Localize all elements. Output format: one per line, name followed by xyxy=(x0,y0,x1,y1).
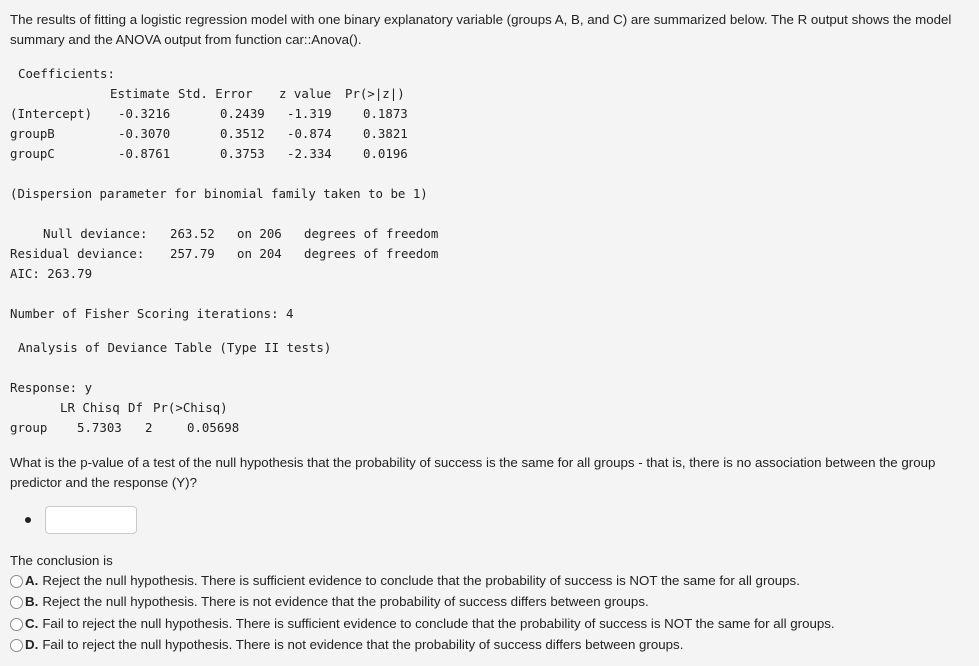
coef-p: 0.0196 xyxy=(363,146,408,161)
null-deviance-value: 263.52 xyxy=(170,226,215,241)
anova-header-df: Df xyxy=(128,400,143,415)
anova-header-chisq: LR Chisq xyxy=(60,400,120,415)
option-a[interactable] xyxy=(10,571,800,591)
residual-deviance-on: on 204 xyxy=(237,246,282,261)
coef-header-z: z value xyxy=(279,86,332,101)
option-c[interactable] xyxy=(10,614,835,634)
coef-term: (Intercept) xyxy=(10,106,93,121)
option-letter: D. xyxy=(25,637,39,652)
anova-p: 0.05698 xyxy=(187,420,240,435)
coef-se: 0.3512 xyxy=(220,126,265,141)
dispersion-text: (Dispersion parameter for binomial family taken to be 1) xyxy=(10,186,428,201)
option-d[interactable] xyxy=(10,635,683,655)
option-letter: B. xyxy=(25,594,39,609)
option-text: Fail to reject the null hypothesis. There is sufficient evidence to conclude that the probability of success is NOT the same for all groups. xyxy=(42,616,835,631)
option-letter: C. xyxy=(25,616,39,631)
question-text: What is the p-value of a test of the null hypothesis that the probability of success is the same for all groups - that is, there is no association between the group predictor and the response (Y)? xyxy=(10,455,936,490)
coef-term: groupB xyxy=(10,126,55,141)
coef-z: -2.334 xyxy=(287,146,332,161)
coef-z: -1.319 xyxy=(287,106,332,121)
anova-chisq: 5.7303 xyxy=(77,420,122,435)
pvalue-answer-input[interactable] xyxy=(45,506,137,534)
aic-text: AIC: 263.79 xyxy=(10,266,93,281)
radio-b[interactable] xyxy=(10,596,23,609)
null-deviance-on: on 206 xyxy=(237,226,282,241)
coef-title: Coefficients: xyxy=(18,66,115,81)
option-text: Fail to reject the null hypothesis. There is not evidence that the probability of success differs between groups. xyxy=(42,637,684,652)
radio-d[interactable] xyxy=(10,639,23,652)
option-letter: A. xyxy=(25,573,39,588)
residual-deviance-label: Residual deviance: xyxy=(10,246,145,261)
coef-z: -0.874 xyxy=(287,126,332,141)
coef-estimate: -0.3216 xyxy=(118,106,171,121)
coef-se: 0.3753 xyxy=(220,146,265,161)
coef-header-p: Pr(>|z|) xyxy=(345,86,405,101)
coef-se: 0.2439 xyxy=(220,106,265,121)
coef-p: 0.1873 xyxy=(363,106,408,121)
option-b[interactable] xyxy=(10,592,649,612)
coef-term: groupC xyxy=(10,146,55,161)
anova-header-p: Pr(>Chisq) xyxy=(153,400,228,415)
anova-response: Response: y xyxy=(10,380,93,395)
fisher-text: Number of Fisher Scoring iterations: 4 xyxy=(10,306,294,321)
coef-p: 0.3821 xyxy=(363,126,408,141)
coef-header-se: Std. Error xyxy=(178,86,253,101)
anova-term: group xyxy=(10,420,48,435)
null-deviance-dof: degrees of freedom xyxy=(304,226,439,241)
anova-df: 2 xyxy=(145,420,153,435)
option-text: Reject the null hypothesis. There is sufficient evidence to conclude that the probability of success is NOT the same for all groups. xyxy=(42,573,800,588)
anova-title: Analysis of Deviance Table (Type II tests) xyxy=(18,340,332,355)
null-deviance-label: Null deviance: xyxy=(43,226,148,241)
list-bullet xyxy=(25,517,31,523)
coef-header-estimate: Estimate xyxy=(110,86,170,101)
residual-deviance-dof: degrees of freedom xyxy=(304,246,439,261)
conclusion-label: The conclusion is xyxy=(10,553,113,568)
residual-deviance-value: 257.79 xyxy=(170,246,215,261)
radio-c[interactable] xyxy=(10,618,23,631)
radio-a[interactable] xyxy=(10,575,23,588)
coef-estimate: -0.8761 xyxy=(118,146,171,161)
option-text: Reject the null hypothesis. There is not evidence that the probability of success differs between groups. xyxy=(42,594,649,609)
coef-estimate: -0.3070 xyxy=(118,126,171,141)
intro-text: The results of fitting a logistic regression model with one binary explanatory variable (groups A, B, and C) are summarized below. The R output shows the model summary and the ANOVA output from function car::Anova(). xyxy=(10,12,952,47)
